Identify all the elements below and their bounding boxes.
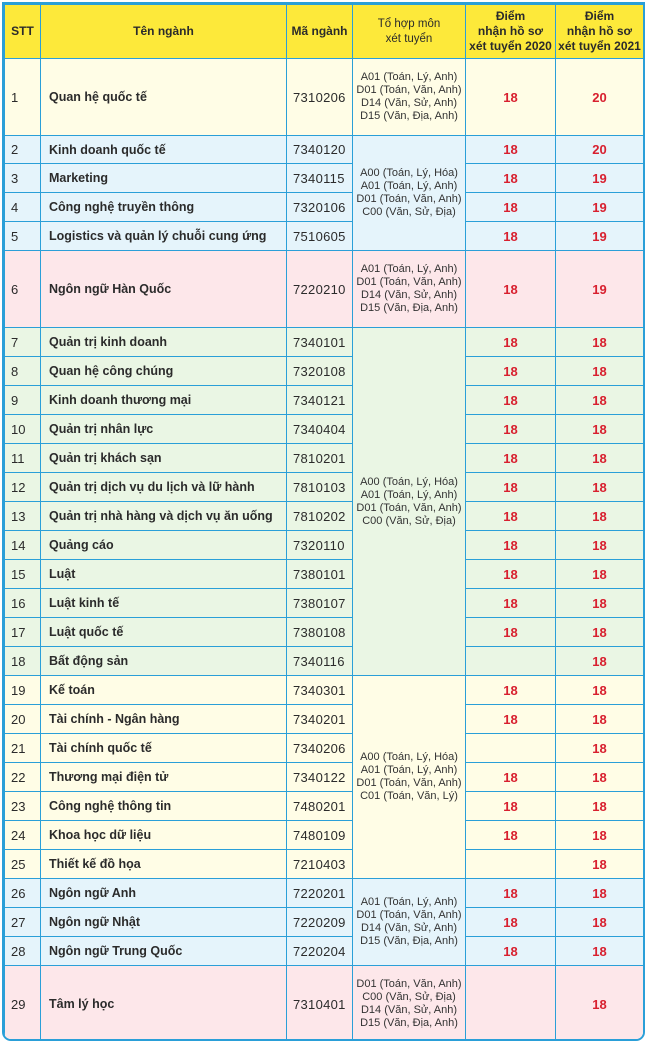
row-score-2020: 18 xyxy=(466,531,556,560)
row-major-code: 7220201 xyxy=(287,879,353,908)
row-score-2021: 19 xyxy=(556,164,644,193)
header-score-2020-line: Điểm xyxy=(495,9,526,23)
row-major-code: 7340120 xyxy=(287,136,353,164)
row-major-name: Quan hệ công chúng xyxy=(41,357,287,386)
admission-score-table xyxy=(4,4,644,1041)
row-score-2021: 19 xyxy=(556,222,644,251)
row-major-name: Quản trị khách sạn xyxy=(41,444,287,473)
combination-line: A01 (Toán, Lý, Anh) xyxy=(360,263,458,275)
table-row xyxy=(5,415,644,444)
row-major-name: Quan hệ quốc tế xyxy=(41,59,287,136)
row-major-name: Marketing xyxy=(41,164,287,193)
row-stt: 28 xyxy=(5,937,41,966)
row-score-2021: 18 xyxy=(556,908,644,937)
row-score-2021: 18 xyxy=(556,879,644,908)
combination-line: C00 (Văn, Sử, Địa) xyxy=(362,206,456,218)
header-combo-line: xét tuyển xyxy=(385,32,433,45)
row-stt: 8 xyxy=(5,357,41,386)
combination-line: A00 (Toán, Lý, Hóa) xyxy=(360,475,458,488)
row-stt: 19 xyxy=(5,676,41,705)
combination-line: D14 (Văn, Sử, Anh) xyxy=(360,922,458,934)
row-major-name: Quản trị nhân lực xyxy=(41,415,287,444)
row-major-name: Kinh doanh quốc tế xyxy=(41,136,287,164)
row-score-2021: 18 xyxy=(556,763,644,792)
row-stt: 1 xyxy=(5,59,41,136)
row-stt: 12 xyxy=(5,473,41,502)
row-stt: 6 xyxy=(5,251,41,328)
row-major-code: 7340115 xyxy=(287,164,353,193)
row-score-2021: 20 xyxy=(556,59,644,136)
row-score-2021: 18 xyxy=(556,937,644,966)
row-score-2021: 18 xyxy=(556,589,644,618)
row-stt: 29 xyxy=(5,966,41,1042)
row-score-2020: 18 xyxy=(466,136,556,164)
row-stt: 18 xyxy=(5,647,41,676)
header-score-2020-line: nhận hồ sơ xyxy=(477,24,544,38)
table-row xyxy=(5,560,644,589)
row-score-2020: 18 xyxy=(466,502,556,531)
row-major-code: 7340206 xyxy=(287,734,353,763)
row-score-2021: 19 xyxy=(556,251,644,328)
row-stt: 26 xyxy=(5,879,41,908)
row-stt: 17 xyxy=(5,618,41,647)
combination-line: D14 (Văn, Sử, Anh) xyxy=(360,1004,458,1016)
row-major-code: 7480109 xyxy=(287,821,353,850)
row-score-2020: 18 xyxy=(466,59,556,136)
combination-line: C01 (Toán, Văn, Lý) xyxy=(360,790,458,802)
row-major-code: 7810202 xyxy=(287,502,353,531)
row-score-2021: 18 xyxy=(556,328,644,357)
row-score-2020: 18 xyxy=(466,908,556,937)
row-major-code: 7380101 xyxy=(287,560,353,589)
row-major-name: Thương mại điện tử xyxy=(41,763,287,792)
table-row xyxy=(5,502,644,531)
row-score-2021: 19 xyxy=(556,193,644,222)
row-major-name: Kế toán xyxy=(41,676,287,705)
row-subject-combination xyxy=(353,59,466,136)
combination-line: D15 (Văn, Địa, Anh) xyxy=(360,935,458,947)
combination-line: A00 (Toán, Lý, Hóa) xyxy=(360,751,458,763)
table-row xyxy=(5,879,644,908)
row-major-name: Logistics và quản lý chuỗi cung ứng xyxy=(41,222,287,251)
table-row xyxy=(5,251,644,328)
table-row xyxy=(5,473,644,502)
header-score-2020 xyxy=(466,5,556,59)
row-score-2020: 18 xyxy=(466,676,556,705)
table-row xyxy=(5,589,644,618)
table-row xyxy=(5,386,644,415)
combination-line: D14 (Văn, Sử, Anh) xyxy=(360,97,458,109)
combination-line: A01 (Toán, Lý, Anh) xyxy=(360,71,458,83)
row-major-code: 7510605 xyxy=(287,222,353,251)
combination-line: D01 (Toán, Văn, Anh) xyxy=(356,84,462,96)
header-score-2021-line: Điểm xyxy=(584,9,615,23)
table-row xyxy=(5,763,644,792)
row-major-code: 7210403 xyxy=(287,850,353,879)
row-score-2020: 18 xyxy=(466,164,556,193)
row-major-code: 7310401 xyxy=(287,966,353,1042)
row-major-name: Ngôn ngữ Hàn Quốc xyxy=(41,251,287,328)
table-row xyxy=(5,937,644,966)
table-row xyxy=(5,136,644,164)
row-score-2020: 18 xyxy=(466,193,556,222)
row-major-name: Thiết kế đồ họa xyxy=(41,850,287,879)
row-major-name: Quản trị kinh doanh xyxy=(41,328,287,357)
row-score-2021: 18 xyxy=(556,850,644,879)
table-row xyxy=(5,734,644,763)
row-score-2020: 18 xyxy=(466,251,556,328)
combination-line: A00 (Toán, Lý, Hóa) xyxy=(360,167,458,179)
table-row xyxy=(5,850,644,879)
table-row xyxy=(5,647,644,676)
row-major-code: 7340301 xyxy=(287,676,353,705)
combination-line: A01 (Toán, Lý, Anh) xyxy=(360,764,458,776)
row-score-2020: 18 xyxy=(466,589,556,618)
row-major-name: Công nghệ thông tin xyxy=(41,792,287,821)
row-major-name: Công nghệ truyền thông xyxy=(41,193,287,222)
row-score-2021: 18 xyxy=(556,705,644,734)
row-major-name: Tài chính - Ngân hàng xyxy=(41,705,287,734)
row-score-2021: 18 xyxy=(556,966,644,1042)
combination-line: C00 (Văn, Sử, Địa) xyxy=(362,991,456,1003)
row-score-2021: 18 xyxy=(556,792,644,821)
row-major-code: 7220210 xyxy=(287,251,353,328)
row-subject-combination xyxy=(353,966,466,1042)
row-major-name: Tài chính quốc tế xyxy=(41,734,287,763)
row-stt: 15 xyxy=(5,560,41,589)
row-stt: 5 xyxy=(5,222,41,251)
row-score-2020: 18 xyxy=(466,473,556,502)
table-row xyxy=(5,193,644,222)
row-score-2021: 18 xyxy=(556,502,644,531)
row-major-code: 7220204 xyxy=(287,937,353,966)
row-major-code: 7320106 xyxy=(287,193,353,222)
row-stt: 3 xyxy=(5,164,41,193)
row-stt: 11 xyxy=(5,444,41,473)
admission-score-table-frame xyxy=(2,2,645,1041)
row-major-name: Ngôn ngữ Trung Quốc xyxy=(41,937,287,966)
row-stt: 22 xyxy=(5,763,41,792)
header-major-name: Tên ngành xyxy=(41,5,287,59)
row-score-2020: 18 xyxy=(466,357,556,386)
table-row xyxy=(5,59,644,136)
row-major-code: 7340404 xyxy=(287,415,353,444)
row-stt: 9 xyxy=(5,386,41,415)
table-row xyxy=(5,164,644,193)
row-score-2020: 18 xyxy=(466,415,556,444)
row-major-name: Luật quốc tế xyxy=(41,618,287,647)
combination-line: A01 (Toán, Lý, Anh) xyxy=(360,180,458,192)
combination-line: D01 (Toán, Văn, Anh) xyxy=(356,978,462,990)
row-major-name: Luật xyxy=(41,560,287,589)
row-stt: 7 xyxy=(5,328,41,357)
row-score-2020: 18 xyxy=(466,763,556,792)
row-major-code: 7480201 xyxy=(287,792,353,821)
header-score-2021-line: xét tuyển 2021 xyxy=(558,39,641,53)
row-score-2020 xyxy=(466,647,556,676)
header-subject-combination xyxy=(353,5,466,59)
row-stt: 24 xyxy=(5,821,41,850)
row-subject-combination xyxy=(353,251,466,328)
row-score-2021: 18 xyxy=(556,618,644,647)
row-major-name: Kinh doanh thương mại xyxy=(41,386,287,415)
table-row xyxy=(5,821,644,850)
row-score-2021: 18 xyxy=(556,734,644,763)
combination-line: D01 (Toán, Văn, Anh) xyxy=(356,276,462,288)
table-row xyxy=(5,908,644,937)
header-score-2020-line: xét tuyển 2020 xyxy=(469,39,552,53)
combination-line: A01 (Toán, Lý, Anh) xyxy=(360,488,458,501)
row-subject-combination xyxy=(353,328,466,676)
header-score-2021-line: nhận hồ sơ xyxy=(566,24,633,38)
row-score-2020: 18 xyxy=(466,705,556,734)
row-score-2020 xyxy=(466,966,556,1042)
row-score-2020: 18 xyxy=(466,618,556,647)
row-major-name: Tâm lý học xyxy=(41,966,287,1042)
row-major-name: Luật kinh tế xyxy=(41,589,287,618)
combination-line: D15 (Văn, Địa, Anh) xyxy=(360,1017,458,1029)
row-stt: 16 xyxy=(5,589,41,618)
combination-line: D01 (Toán, Văn, Anh) xyxy=(356,909,462,921)
row-stt: 21 xyxy=(5,734,41,763)
header-major-code: Mã ngành xyxy=(287,5,353,59)
row-major-name: Ngôn ngữ Anh xyxy=(41,879,287,908)
table-row xyxy=(5,357,644,386)
row-stt: 10 xyxy=(5,415,41,444)
row-score-2021: 18 xyxy=(556,386,644,415)
row-score-2020: 18 xyxy=(466,444,556,473)
row-score-2021: 20 xyxy=(556,136,644,164)
table-row xyxy=(5,531,644,560)
row-major-name: Quảng cáo xyxy=(41,531,287,560)
row-score-2021: 18 xyxy=(556,647,644,676)
row-stt: 2 xyxy=(5,136,41,164)
row-score-2020 xyxy=(466,850,556,879)
row-stt: 27 xyxy=(5,908,41,937)
row-major-code: 7810103 xyxy=(287,473,353,502)
row-score-2020: 18 xyxy=(466,386,556,415)
row-score-2020: 18 xyxy=(466,879,556,908)
row-score-2021: 18 xyxy=(556,473,644,502)
table-row xyxy=(5,328,644,357)
row-stt: 23 xyxy=(5,792,41,821)
row-score-2021: 18 xyxy=(556,357,644,386)
row-major-code: 7220209 xyxy=(287,908,353,937)
combination-line: D15 (Văn, Địa, Anh) xyxy=(360,302,458,314)
combination-line: A01 (Toán, Lý, Anh) xyxy=(360,896,458,908)
row-score-2021: 18 xyxy=(556,444,644,473)
row-major-code: 7380107 xyxy=(287,589,353,618)
row-stt: 4 xyxy=(5,193,41,222)
header-stt: STT xyxy=(5,5,41,59)
row-score-2020 xyxy=(466,734,556,763)
row-subject-combination xyxy=(353,879,466,966)
row-major-name: Bất động sản xyxy=(41,647,287,676)
combination-line: D01 (Toán, Văn, Anh) xyxy=(356,501,462,514)
row-subject-combination xyxy=(353,136,466,251)
row-major-name: Ngôn ngữ Nhật xyxy=(41,908,287,937)
combination-line: D01 (Toán, Văn, Anh) xyxy=(356,193,462,205)
row-score-2021: 18 xyxy=(556,821,644,850)
table-row xyxy=(5,444,644,473)
row-score-2020: 18 xyxy=(466,222,556,251)
row-major-code: 7320110 xyxy=(287,531,353,560)
row-score-2020: 18 xyxy=(466,560,556,589)
row-stt: 25 xyxy=(5,850,41,879)
combination-line: D01 (Toán, Văn, Anh) xyxy=(356,777,462,789)
row-stt: 20 xyxy=(5,705,41,734)
header-score-2021 xyxy=(556,5,644,59)
table-row xyxy=(5,676,644,705)
row-stt: 13 xyxy=(5,502,41,531)
row-major-name: Quản trị dịch vụ du lịch và lữ hành xyxy=(41,473,287,502)
header-combo-line: Tổ hợp môn xyxy=(377,17,441,30)
row-score-2021: 18 xyxy=(556,560,644,589)
row-major-code: 7340116 xyxy=(287,647,353,676)
table-row xyxy=(5,966,644,1042)
combination-line: D14 (Văn, Sử, Anh) xyxy=(360,289,458,301)
row-major-code: 7380108 xyxy=(287,618,353,647)
row-stt: 14 xyxy=(5,531,41,560)
table-row xyxy=(5,618,644,647)
table-row xyxy=(5,792,644,821)
row-major-name: Khoa học dữ liệu xyxy=(41,821,287,850)
table-row xyxy=(5,222,644,251)
row-major-code: 7320108 xyxy=(287,357,353,386)
header-row xyxy=(5,5,644,59)
row-major-code: 7340122 xyxy=(287,763,353,792)
row-score-2020: 18 xyxy=(466,792,556,821)
combination-line: D15 (Văn, Địa, Anh) xyxy=(360,110,458,122)
row-major-code: 7340121 xyxy=(287,386,353,415)
row-major-code: 7310206 xyxy=(287,59,353,136)
row-subject-combination xyxy=(353,676,466,879)
row-score-2020: 18 xyxy=(466,328,556,357)
row-major-code: 7340201 xyxy=(287,705,353,734)
row-major-code: 7810201 xyxy=(287,444,353,473)
row-major-code: 7340101 xyxy=(287,328,353,357)
row-score-2020: 18 xyxy=(466,937,556,966)
row-score-2021: 18 xyxy=(556,676,644,705)
combination-line: C00 (Văn, Sử, Địa) xyxy=(362,514,456,527)
row-score-2021: 18 xyxy=(556,415,644,444)
row-score-2021: 18 xyxy=(556,531,644,560)
row-major-name: Quản trị nhà hàng và dịch vụ ăn uống xyxy=(41,502,287,531)
row-score-2020: 18 xyxy=(466,821,556,850)
table-row xyxy=(5,705,644,734)
table-body xyxy=(5,59,644,1042)
